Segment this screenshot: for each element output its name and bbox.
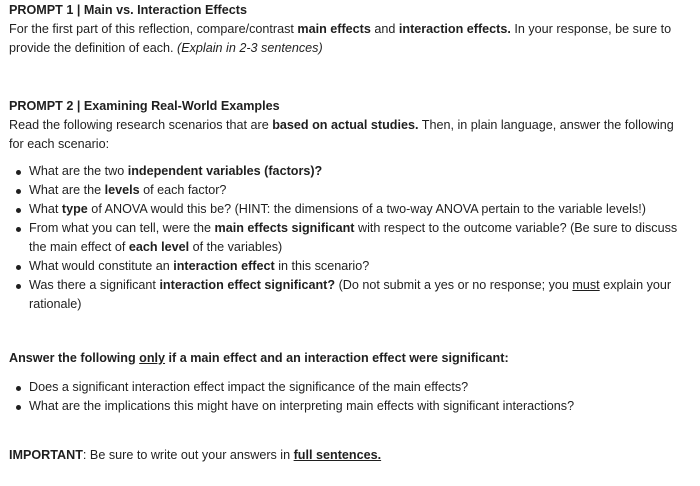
list-item <box>9 276 689 314</box>
text-run: interaction effect significant? <box>159 278 336 292</box>
prompt2-question-list <box>9 162 689 314</box>
text-run: if a main effect and an interaction effect were significant: <box>165 351 509 365</box>
list-item <box>9 181 689 200</box>
prompt2-heading: PROMPT 2 | Examining Real-World Examples <box>9 99 280 113</box>
list-item <box>9 200 689 219</box>
text-run: From what you can tell, were the <box>29 221 215 235</box>
text-run: What are the implications this might have on interpreting main effects with significant interactions? <box>29 399 575 413</box>
text-run: What would constitute an <box>29 259 174 273</box>
text-run: full sentences. <box>293 448 382 462</box>
text-run: Read the following research scenarios that are <box>9 118 273 132</box>
text-run: What are the two <box>29 164 128 178</box>
list-item <box>9 219 689 257</box>
important-note <box>9 446 689 465</box>
text-run: IMPORTANT <box>9 448 83 462</box>
text-run: levels <box>104 183 140 197</box>
prompt2-intro <box>9 116 689 154</box>
text-run: type <box>61 202 88 216</box>
text-run: What <box>29 202 62 216</box>
text-run: Was there a significant <box>29 278 160 292</box>
text-run: each level <box>128 240 190 254</box>
list-item <box>9 397 689 416</box>
text-run: (Do not submit a yes or no response; you <box>335 278 573 292</box>
text-run: In your response, be sure to provide the definition of each. <box>9 22 672 55</box>
text-run: interaction effects. <box>398 22 511 36</box>
important-section <box>9 446 689 465</box>
text-run: of ANOVA would this be? (HINT: the dimensions of a two-way ANOVA pertain to the variable levels!) <box>87 202 646 216</box>
text-run: (Explain in 2-3 sentences) <box>177 41 323 55</box>
text-run: of each factor? <box>139 183 227 197</box>
prompt2-section <box>9 97 689 314</box>
text-run: based on actual studies. <box>272 118 419 132</box>
text-run: with respect to the outcome variable? (Be sure to discuss the main effect of <box>29 221 678 254</box>
text-run: and <box>370 22 399 36</box>
text-run: explain your rationale) <box>29 278 672 311</box>
text-run: main effects significant <box>214 221 355 235</box>
text-run: only <box>139 351 166 365</box>
text-run: interaction effect <box>173 259 275 273</box>
text-run: independent variables (factors)? <box>127 164 323 178</box>
prompt1-section <box>9 1 689 58</box>
text-run: Answer the following <box>9 351 140 365</box>
text-run: : Be sure to write out your answers in <box>82 448 294 462</box>
list-item <box>9 162 689 181</box>
text-run: Does a significant interaction effect impact the significance of the main effects? <box>29 380 469 394</box>
list-item <box>9 378 689 397</box>
text-run: of the variables) <box>189 240 283 254</box>
list-item <box>9 257 689 276</box>
text-run: main effects <box>297 22 371 36</box>
conditional-section <box>9 349 689 416</box>
text-run: Then, in plain language, answer the following for each scenario: <box>9 118 674 151</box>
prompt1-heading: PROMPT 1 | Main vs. Interaction Effects <box>9 3 247 17</box>
text-run: For the first part of this reflection, compare/contrast <box>9 22 298 36</box>
prompt1-body <box>9 20 689 58</box>
text-run: What are the <box>29 183 105 197</box>
text-run: must <box>572 278 600 292</box>
text-run: in this scenario? <box>274 259 370 273</box>
conditional-heading <box>9 349 689 368</box>
conditional-question-list <box>9 378 689 416</box>
